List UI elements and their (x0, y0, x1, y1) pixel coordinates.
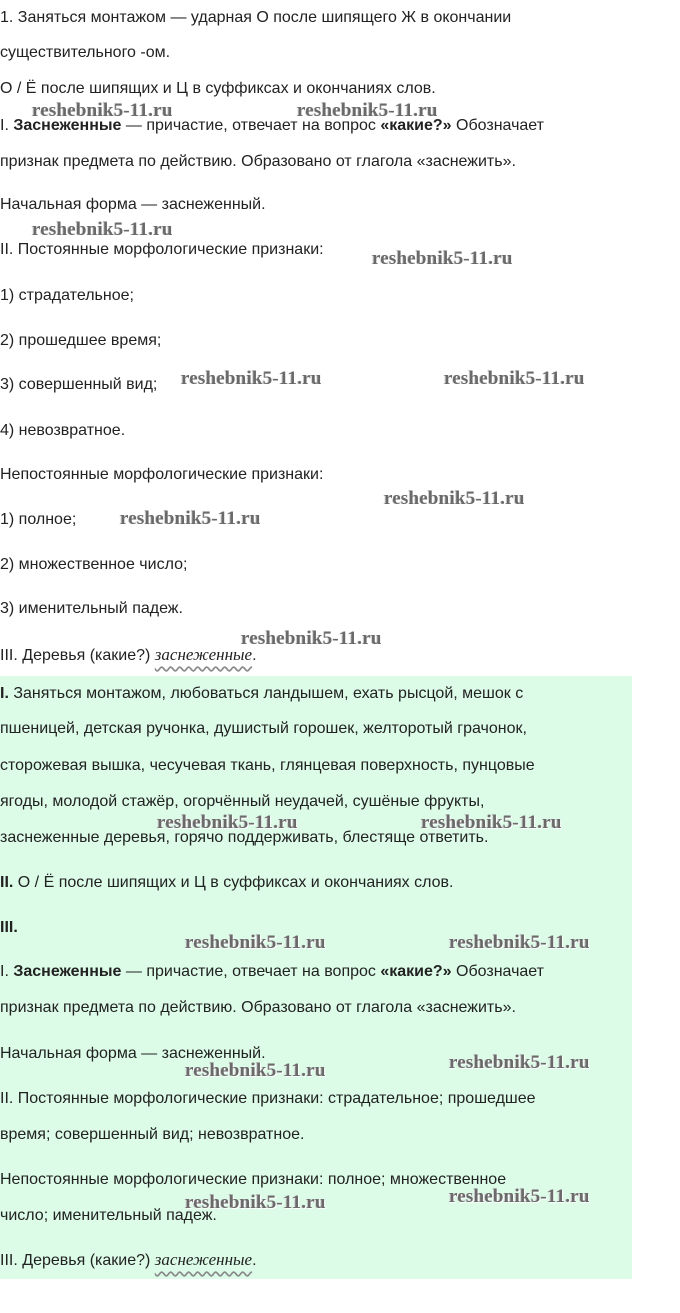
text-line (0, 684, 523, 704)
watermark: reshebnik5-11.ru (297, 100, 438, 121)
text-fragment: Обозначает (451, 117, 544, 134)
watermark: reshebnik5-11.ru (384, 488, 525, 509)
text-line (0, 1125, 304, 1145)
text-line-content: Заняться монтажом, любоваться ландышем, ехать рысцой, мешок с (8, 685, 524, 702)
text-line (0, 756, 535, 776)
list-item (0, 510, 76, 530)
rule-line (0, 79, 436, 99)
text-fragment: . (252, 1252, 257, 1269)
syntactic-role (0, 645, 257, 666)
watermark: reshebnik5-11.ru (181, 368, 322, 389)
permanent-features-heading (0, 240, 324, 260)
watermark: reshebnik5-11.ru (449, 1186, 590, 1207)
text-fragment: — причастие, отвечает на вопрос (121, 117, 381, 134)
text-line-content: заснеженные деревья, горячо поддерживать, блестяще ответить. (0, 829, 489, 846)
text-line (0, 792, 484, 812)
text-line (0, 43, 170, 63)
text-fragment: Обозначает (451, 963, 544, 980)
variable-features-heading (0, 465, 323, 485)
text-line-content: 3) именительный падеж. (0, 600, 183, 617)
text-line-content: 1) страдательное; (0, 287, 134, 304)
roman-numeral: I. (0, 685, 9, 702)
text-line-content: число; именительный падеж. (0, 1207, 217, 1224)
underlined-word: заснеженные (154, 645, 253, 664)
text-line-content: пшеницей, детская ручонка, душистый горошек, желторотый грачонок, (0, 720, 527, 737)
text-line-content: ягоды, молодой стажёр, огорчённый неудачей, сушёные фрукты, (0, 793, 485, 810)
rule-line (0, 873, 453, 893)
watermark: reshebnik5-11.ru (449, 932, 590, 953)
text-line (0, 152, 516, 172)
text-line-content: признак предмета по действию. Образовано от глагола «заснежить». (0, 999, 516, 1016)
roman-numeral: I. (0, 117, 14, 134)
roman-numeral: II. (0, 874, 14, 891)
underlined-word: заснеженные (154, 1250, 253, 1269)
text-line-content: признак предмета по действию. Образовано от глагола «заснежить». (0, 153, 516, 170)
participle-word: Заснеженные (13, 117, 122, 134)
roman-numeral: III. (0, 919, 18, 936)
watermark: reshebnik5-11.ru (449, 1052, 590, 1073)
text-line (0, 8, 511, 28)
watermark: reshebnik5-11.ru (372, 248, 513, 269)
text-fragment: III. Деревья (какие?) (0, 647, 155, 664)
text-fragment: . (252, 647, 257, 664)
text-fragment: III. Деревья (какие?) (0, 1252, 155, 1269)
list-item (0, 375, 157, 395)
watermark: reshebnik5-11.ru (32, 100, 173, 121)
list-item (0, 599, 183, 619)
watermark: reshebnik5-11.ru (157, 812, 298, 833)
roman-numeral: I. (0, 963, 14, 980)
rule-text: О / Ё после шипящих и Ц в суффиксах и окончаниях слов. (13, 874, 454, 891)
participle-word: Заснеженные (13, 963, 122, 980)
text-line-content: II. Постоянные морфологические признаки: страдательное; прошедшее (0, 1090, 536, 1107)
text-line (0, 1170, 506, 1190)
text-line-content: Непостоянные морфологические признаки: полное; множественное (0, 1171, 507, 1188)
question-word: «какие?» (380, 963, 452, 980)
text-line-content: 1. Заняться монтажом — ударная О после шипящего Ж в окончании (0, 9, 512, 26)
list-item (0, 286, 134, 306)
question-word: «какие?» (380, 117, 452, 134)
text-fragment: — причастие, отвечает на вопрос (121, 963, 381, 980)
text-line-content: 3) совершенный вид; (0, 376, 158, 393)
text-line-content: Начальная форма — заснеженный. (0, 1045, 266, 1062)
watermark: reshebnik5-11.ru (444, 368, 585, 389)
text-line-content: Начальная форма — заснеженный. (0, 196, 266, 213)
initial-form (0, 195, 266, 215)
watermark: reshebnik5-11.ru (120, 508, 261, 529)
text-line-content: 4) невозвратное. (0, 422, 126, 439)
text-line-content: время; совершенный вид; невозвратное. (0, 1126, 305, 1143)
text-line-content: существительного -ом. (0, 44, 171, 61)
text-line-content: 2) прошедшее время; (0, 332, 162, 349)
syntactic-role (0, 1250, 257, 1271)
watermark: reshebnik5-11.ru (32, 219, 173, 240)
watermark: reshebnik5-11.ru (421, 812, 562, 833)
text-line-content: 1) полное; (0, 511, 77, 528)
list-item (0, 331, 161, 351)
text-line (0, 998, 516, 1018)
watermark: reshebnik5-11.ru (241, 628, 382, 649)
text-line (0, 1089, 536, 1109)
list-item (0, 555, 187, 575)
rule-text: О / Ё после шипящих и Ц в суффиксах и окончаниях слов. (0, 80, 436, 97)
text-line-content: сторожевая вышка, чесучевая ткань, глянцевая поверхность, пунцовые (0, 757, 535, 774)
watermark: reshebnik5-11.ru (185, 932, 326, 953)
watermark: reshebnik5-11.ru (185, 1060, 326, 1081)
text-line-content: Непостоянные морфологические признаки: (0, 466, 324, 483)
list-item (0, 421, 125, 441)
text-line-content: II. Постоянные морфологические признаки: (0, 241, 324, 258)
participle-intro (0, 962, 544, 982)
text-line (0, 719, 527, 739)
section-heading (0, 918, 18, 938)
watermark: reshebnik5-11.ru (185, 1192, 326, 1213)
text-line-content: 2) множественное число; (0, 556, 188, 573)
